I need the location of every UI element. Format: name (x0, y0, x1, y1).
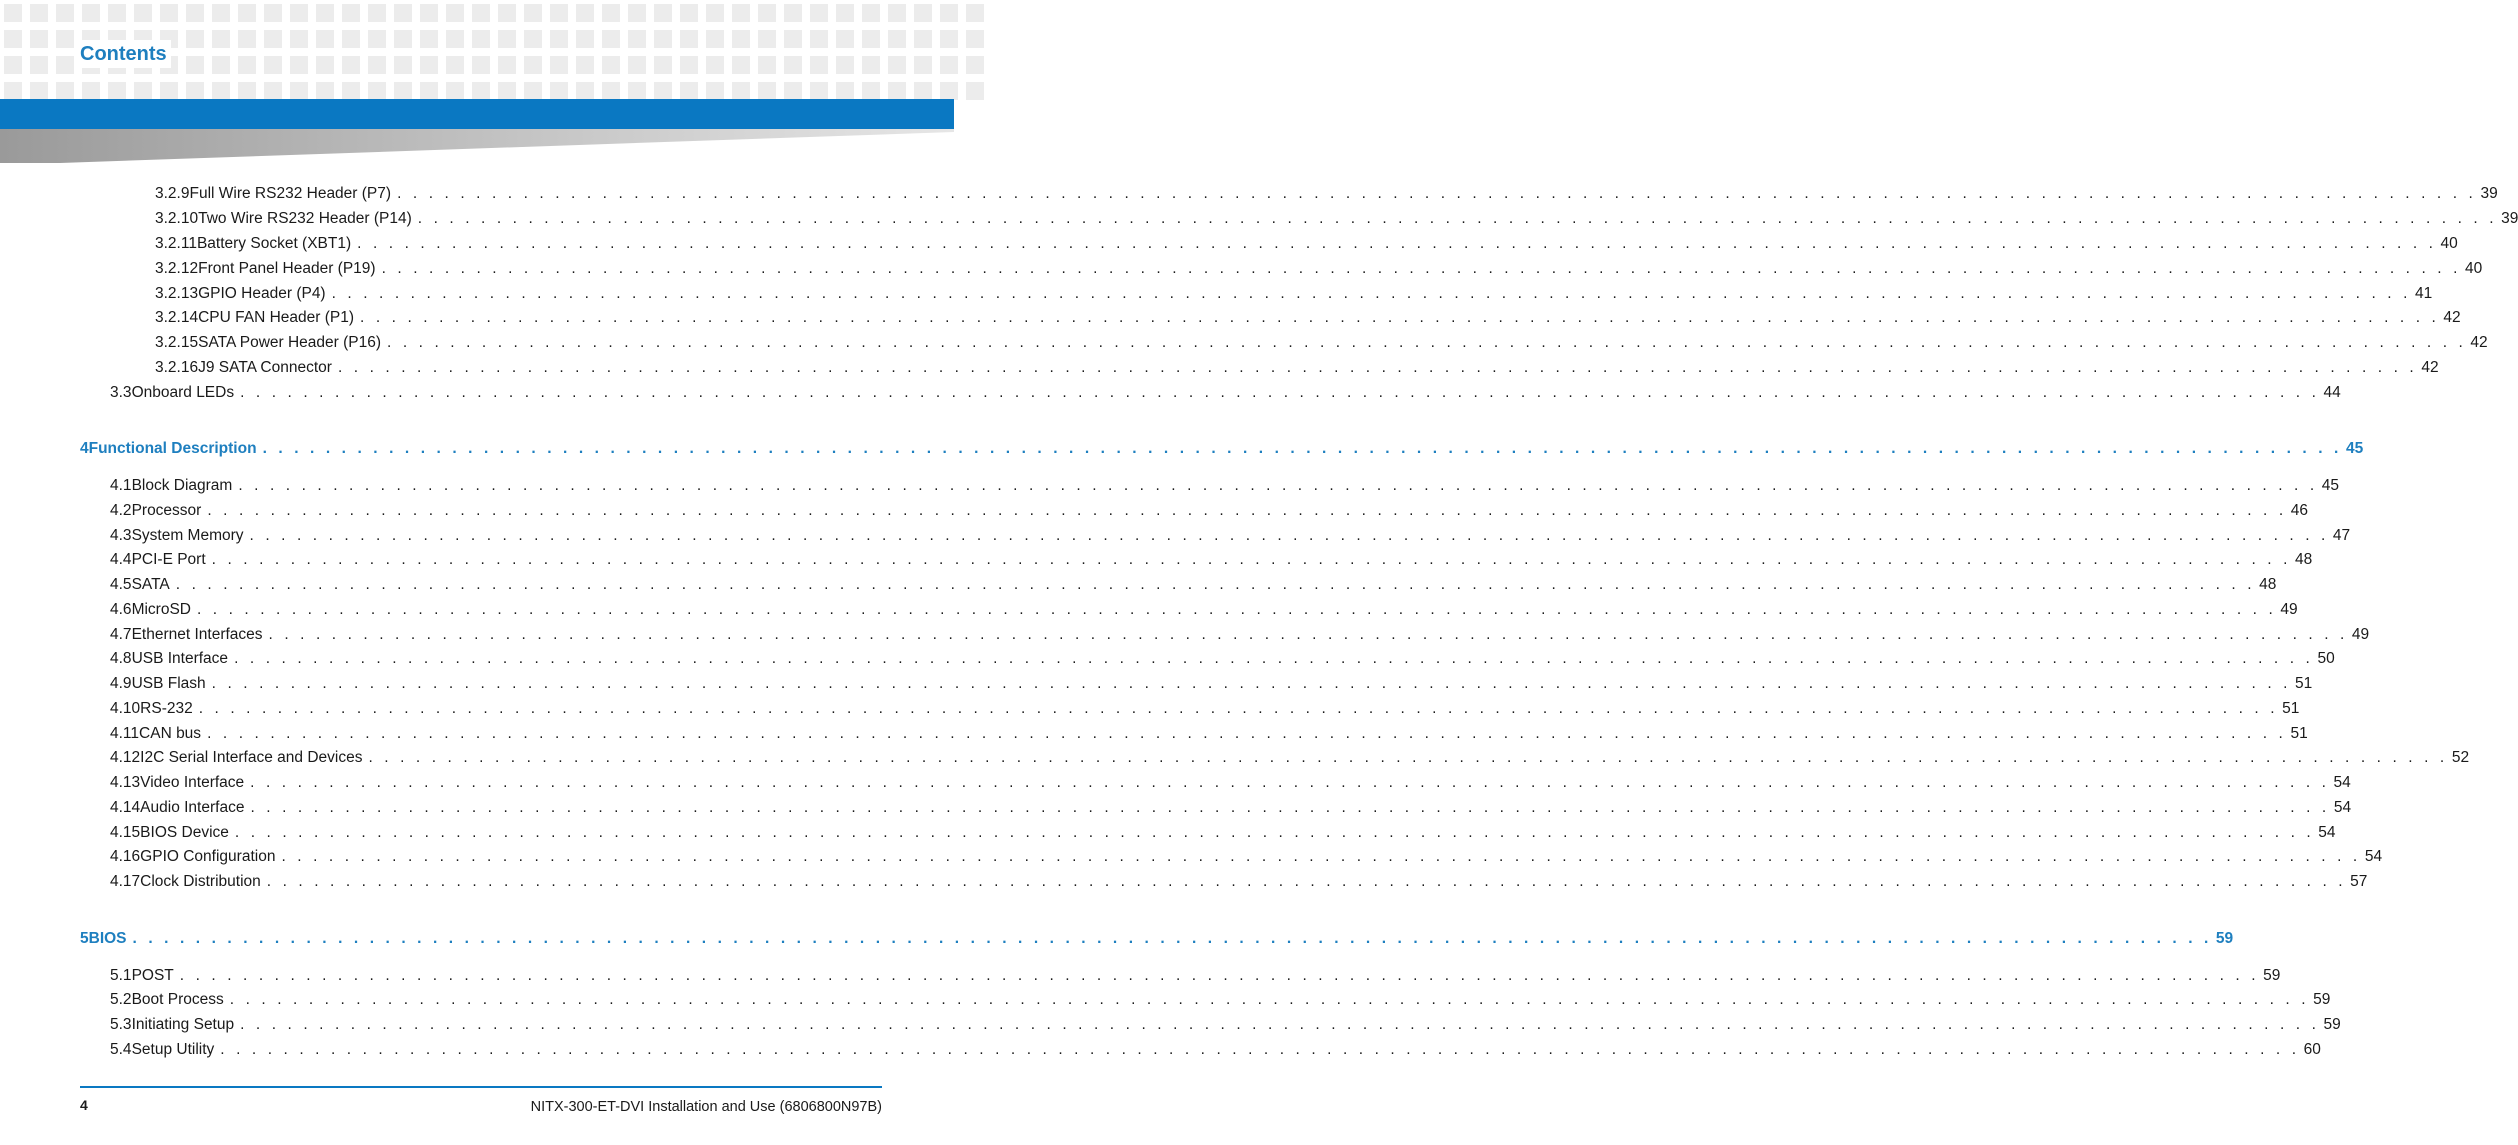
toc-entry-number: 4.10 (110, 700, 141, 717)
toc-entry-number: 4.12 (110, 749, 141, 766)
toc-dot-leader: . . . . . . . . . . . . . . . . . . . . . . . . . . . . . . . . . . . . . . . . . . . . . . . . . . . . . . . . . . . . . . . . . . . . . . . . . . . . . . . . . . . . . . . . . . . . . . . . . . . . . . . . . . . . . . . . . . . . . . . . . . . . . . . . . . . . (397, 185, 2477, 202)
toc-entry[interactable] (155, 306, 2461, 330)
toc-chapter-entry[interactable] (80, 437, 2364, 461)
toc-entry-title: I2C Serial Interface and Devices (140, 749, 363, 766)
toc-entry-title: System Memory (131, 527, 244, 544)
toc-entry-page: 54 (2333, 799, 2352, 816)
toc-entry-page: 42 (2470, 334, 2488, 351)
toc-dot-leader: . . . . . . . . . . . . . . . . . . . . . . . . . . . . . . . . . . . . . . . . . . . . . . . . . . . . . . . . . . . . . . . . . . . . . . . . . . . . . . . . . . . . . . . . . . . . . . . . . . . . . . . . . . . . . . . . . . . . . . . . . . . . . . . . . . . . (175, 576, 2256, 593)
toc-entry[interactable] (110, 697, 2300, 721)
toc-entry-title: Processor (131, 502, 202, 519)
toc-entry-number: 4.11 (110, 725, 140, 742)
toc-entry-page: 48 (2295, 551, 2313, 568)
toc-dot-leader: . . . . . . . . . . . . . . . . . . . . . . . . . . . . . . . . . . . . . . . . . . . . . . . . . . . . . . . . . . . . . . . . . . . . . . . . . . . . . . . . . . . . . . . . . . . . . . . . . . . . . . . . . . . . . . . . . . . . . . . . . . . . . . . . . . . . (250, 799, 2330, 816)
toc-entry-page: 39 (2480, 185, 2498, 202)
toc-entry[interactable] (110, 845, 2383, 869)
toc-entry-title: CPU FAN Header (P1) (198, 309, 355, 326)
toc-entry-title: Boot Process (131, 991, 224, 1008)
toc-dot-leader: . . . . . . . . . . . . . . . . . . . . . . . . . . . . . . . . . . . . . . . . . . . . . . . . . . . . . . . . . . . . . . . . . . . . . . . . . . . . . . . . . . . . . . . . . . . . . . . . . . . . . . . . . . . . . . . . . . . . . . . . . . . . . . . . . . . . (381, 260, 2461, 277)
toc-entry-number: 4.4 (110, 551, 132, 568)
page-title: Contents (80, 40, 171, 68)
toc-entry-page: 49 (2351, 626, 2370, 643)
toc-dot-leader: . . . . . . . . . . . . . . . . . . . . . . . . . . . . . . . . . . . . . . . . . . . . . . . . . . . . . . . . . . . . . . . . . . . . . . . . . . . . . . . . . . . . . . . . . . . . . . . . . . . . . . . . . . . . . . . . . . . . . . . . . . . . . . . . . . . . (331, 285, 2411, 302)
toc-entry[interactable] (110, 524, 2351, 548)
toc-dot-leader: . . . . . . . . . . . . . . . . . . . . . . . . . . . . . . . . . . . . . . . . . . . . . . . . . . . . . . . . . . . . . . . . . . . . . . . . . . . . . . . . . . . . . . . . . . . . . . . . . . . . . . . . . . . . . . . . . . . . . . . . . . . . . . . . . . . . (337, 359, 2418, 376)
toc-entry[interactable] (110, 722, 2308, 746)
toc-entry-number: 5.1 (110, 967, 132, 984)
toc-entry-page: 60 (2303, 1041, 2321, 1058)
toc-entry-number: 4.9 (110, 675, 132, 692)
header-gray-wedge (0, 129, 954, 163)
toc-entry[interactable] (110, 771, 2351, 795)
toc-chapter-entry[interactable] (80, 927, 2234, 951)
toc-entry[interactable] (110, 1038, 2321, 1062)
toc-entry-number: 5.3 (110, 1016, 132, 1033)
toc-entry[interactable] (155, 182, 2498, 206)
toc-entry-number: 4.7 (110, 626, 132, 643)
toc-entry[interactable] (110, 1013, 2341, 1037)
toc-entry-title: SATA Power Header (P16) (198, 334, 382, 351)
toc-entry-page: 50 (2317, 650, 2335, 667)
toc-entry-title: Onboard LEDs (131, 384, 235, 401)
toc-entry[interactable] (110, 548, 2313, 572)
toc-entry[interactable] (155, 232, 2458, 256)
toc-entry-number: 4.17 (110, 873, 141, 890)
toc-dot-leader: . . . . . . . . . . . . . . . . . . . . . . . . . . . . . . . . . . . . . . . . . . . . . . . . . . . . . . . . . . . . . . . . . . . . . . . . . . . . . . . . . . . . . . . . . . . . . . . . . . . . . . . . . . . . . . . . . . . . . . . . . . . . . . . . . . . . (207, 502, 2287, 519)
toc-entry-number: 5 (80, 930, 89, 947)
toc-entry-title: CAN bus (139, 725, 202, 742)
footer-document-title: NITX-300-ET-DVI Installation and Use (6806800N97B) (530, 1099, 882, 1115)
toc-entry-page: 40 (2440, 235, 2458, 252)
toc-dot-leader: . . . . . . . . . . . . . . . . . . . . . . . . . . . . . . . . . . . . . . . . . . . . . . . . . . . . . . . . . . . . . . . . . . . . . . . . . . . . . . . . . . . . . . . . . . . . . . . . . . . . . . . . . . . . . . . . . . . . . . . . . . . . . . . . . . . . (357, 235, 2437, 252)
toc-entry-title: Video Interface (140, 774, 245, 791)
toc-entry[interactable] (110, 796, 2352, 820)
toc-entry-number: 4.16 (110, 848, 141, 865)
toc-dot-leader: . . . . . . . . . . . . . . . . . . . . . . . . . . . . . . . . . . . . . . . . . . . . . . . . . . . . . . . . . . . . . . . . . . . . . . . . . . . . . . . . . . . . . . . . . . . . . . . . . . . . . . . . . . . . . . . . . . . . . . . . . . . . . . . . . . . . (211, 675, 2292, 692)
toc-entry-page: 49 (2280, 601, 2298, 618)
toc-dot-leader: . . . . . . . . . . . . . . . . . . . . . . . . . . . . . . . . . . . . . . . . . . . . . . . . . . . . . . . . . . . . . . . . . . . . . . . . . . . . . . . . . . . . . . . . . . . . . . . . . . . . . . . . . . . . . . . . . . . . . . . . . . . . . . . . . . . . (417, 210, 2498, 227)
toc-entry-title: GPIO Header (P4) (198, 285, 326, 302)
toc-entry-number: 3.2.15 (155, 334, 199, 351)
toc-entry-page: 45 (2345, 440, 2364, 457)
toc-entry-title: POST (131, 967, 174, 984)
toc-entry-page: 59 (2313, 991, 2331, 1008)
toc-dot-leader: . . . . . . . . . . . . . . . . . . . . . . . . . . . . . . . . . . . . . . . . . . . . . . . . . . . . . . . . . . . . . . . . . . . . . . . . . . . . . . . . . . . . . . . . . . . . . . . . . . . . . . . . . . . . . . . . . . . . . . . . . . . . . . . . . . . . (250, 774, 2330, 791)
toc-entry-number: 4.15 (110, 824, 141, 841)
toc-entry-title: Two Wire RS232 Header (P14) (198, 210, 412, 227)
toc-entry-number: 4 (80, 440, 89, 457)
toc-dot-leader: . . . . . . . . . . . . . . . . . . . . . . . . . . . . . . . . . . . . . . . . . . . . . . . . . . . . . . . . . . . . . . . . . . . . . . . . . . . . . . . . . . . . . . . . . . . . . . . . . . . . . . . . . . . . . . . . . . . . . . . . . . . . . . . . . . . . (234, 824, 2315, 841)
toc-dot-leader: . . . . . . . . . . . . . . . . . . . . . . . . . . . . . . . . . . . . . . . . . . . . . . . . . . . . . . . . . . . . . . . . . . . . . . . . . . . . . . . . . . . . . . . . . . . . . . . . . . . . . . . . . . . . . . . . . . . . . . . . . . . . . . . . . . . . (262, 440, 2342, 457)
toc-entry-page: 51 (2290, 725, 2308, 742)
toc-entry[interactable] (110, 672, 2313, 696)
toc-entry-title: Battery Socket (XBT1) (196, 235, 352, 252)
toc-dot-leader: . . . . . . . . . . . . . . . . . . . . . . . . . . . . . . . . . . . . . . . . . . . . . . . . . . . . . . . . . . . . . . . . . . . . . . . . . . . . . . . . . . . . . . . . . . . . . . . . . . . . . . . . . . . . . . . . . . . . . . . . . . . . . . . . . . . . (207, 725, 2287, 742)
toc-entry[interactable] (110, 746, 2470, 770)
toc-dot-leader: . . . . . . . . . . . . . . . . . . . . . . . . . . . . . . . . . . . . . . . . . . . . . . . . . . . . . . . . . . . . . . . . . . . . . . . . . . . . . . . . . . . . . . . . . . . . . . . . . . . . . . . . . . . . . . . . . . . . . . . . . . . . . . . . . . . . (368, 749, 2448, 766)
toc-entry-page: 46 (2290, 502, 2308, 519)
toc-entry-number: 4.8 (110, 650, 132, 667)
toc-entry-number: 5.2 (110, 991, 132, 1008)
toc-entry[interactable] (110, 598, 2298, 622)
toc-entry-number: 3.3 (110, 384, 132, 401)
toc-dot-leader: . . . . . . . . . . . . . . . . . . . . . . . . . . . . . . . . . . . . . . . . . . . . . . . . . . . . . . . . . . . . . . . . . . . . . . . . . . . . . . . . . . . . . . . . . . . . . . . . . . . . . . . . . . . . . . . . . . . . . . . . . . . . . . . . . . . . (240, 1016, 2320, 1033)
toc-entry-title: PCI-E Port (131, 551, 206, 568)
toc-dot-leader: . . . . . . . . . . . . . . . . . . . . . . . . . . . . . . . . . . . . . . . . . . . . . . . . . . . . . . . . . . . . . . . . . . . . . . . . . . . . . . . . . . . . . . . . . . . . . . . . . . . . . . . . . . . . . . . . . . . . . . . . . . . . . . . . . . . . (266, 873, 2347, 890)
toc-entry-title: RS-232 (140, 700, 193, 717)
toc-entry[interactable] (155, 282, 2433, 306)
toc-entry[interactable] (110, 474, 2339, 498)
toc-entry-number: 5.4 (110, 1041, 132, 1058)
toc-dot-leader: . . . . . . . . . . . . . . . . . . . . . . . . . . . . . . . . . . . . . . . . . . . . . . . . . . . . . . . . . . . . . . . . . . . . . . . . . . . . . . . . . . . . . . . . . . . . . . . . . . . . . . . . . . . . . . . . . . . . . . . . . . . . . . . . . . . . (249, 527, 2329, 544)
toc-entry-title: Audio Interface (140, 799, 245, 816)
footer-page-number: 4 (80, 1097, 88, 1113)
header-blue-band (0, 99, 954, 129)
toc-entry-title: Setup Utility (131, 1041, 215, 1058)
toc-dot-leader: . . . . . . . . . . . . . . . . . . . . . . . . . . . . . . . . . . . . . . . . . . . . . . . . . . . . . . . . . . . . . . . . . . . . . . . . . . . . . . . . . . . . . . . . . . . . . . . . . . . . . . . . . . . . . . . . . . . . . . . . . . . . . . . . . . . . (240, 384, 2320, 401)
toc-entry[interactable] (155, 356, 2439, 380)
toc-dot-leader: . . . . . . . . . . . . . . . . . . . . . . . . . . . . . . . . . . . . . . . . . . . . . . . . . . . . . . . . . . . . . . . . . . . . . . . . . . . . . . . . . . . . . . . . . . . . . . . . . . . . . . . . . . . . . . . . . . . . . . . . . . . . . . . . . . . . (387, 334, 2467, 351)
toc-entry-page: 52 (2451, 749, 2470, 766)
toc-entry-page: 57 (2350, 873, 2368, 890)
toc-entry-title: Ethernet Interfaces (131, 626, 263, 643)
toc-dot-leader: . . . . . . . . . . . . . . . . . . . . . . . . . . . . . . . . . . . . . . . . . . . . . . . . . . . . . . . . . . . . . . . . . . . . . . . . . . . . . . . . . . . . . . . . . . . . . . . . . . . . . . . . . . . . . . . . . . . . . . . . . . . . . . . . . . . . (198, 700, 2279, 717)
toc-dot-leader: . . . . . . . . . . . . . . . . . . . . . . . . . . . . . . . . . . . . . . . . . . . . . . . . . . . . . . . . . . . . . . . . . . . . . . . . . . . . . . . . . . . . . . . . . . . . . . . . . . . . . . . . . . . . . . . . . . . . . . . . . . . . . . . . . . . . (268, 626, 2348, 643)
toc-entry-number: 3.2.16 (155, 359, 199, 376)
toc-dot-leader: . . . . . . . . . . . . . . . . . . . . . . . . . . . . . . . . . . . . . . . . . . . . . . . . . . . . . . . . . . . . . . . . . . . . . . . . . . . . . . . . . . . . . . . . . . . . . . . . . . . . . . . . . . . . . . . . . . . . . . . . . . . . . . . . . . . . (179, 967, 2260, 984)
toc-entry-page: 59 (2215, 930, 2234, 947)
toc-dot-leader: . . . . . . . . . . . . . . . . . . . . . . . . . . . . . . . . . . . . . . . . . . . . . . . . . . . . . . . . . . . . . . . . . . . . . . . . . . . . . . . . . . . . . . . . . . . . . . . . . . . . . . . . . . . . . . . . . . . . . . . . . . . . . . . . . . . . (196, 601, 2277, 618)
footer-rule (80, 1086, 882, 1088)
toc-entry-number: 3.2.9 (155, 185, 190, 202)
toc-entry-title: SATA (131, 576, 170, 593)
toc-dot-leader: . . . . . . . . . . . . . . . . . . . . . . . . . . . . . . . . . . . . . . . . . . . . . . . . . . . . . . . . . . . . . . . . . . . . . . . . . . . . . . . . . . . . . . . . . . . . . . . . . . . . . . . . . . . . . . . . . . . . . . . . . . . . . . . . . . . . (220, 1041, 2300, 1058)
toc-entry-number: 3.2.11 (155, 235, 197, 252)
toc-entry-page: 42 (2421, 359, 2439, 376)
toc-dot-leader: . . . . . . . . . . . . . . . . . . . . . . . . . . . . . . . . . . . . . . . . . . . . . . . . . . . . . . . . . . . . . . . . . . . . . . . . . . . . . . . . . . . . . . . . . . . . . . . . . . . . . . . . . . . . . . . . . . . . . . . . . . . . . . . . . . . . (360, 309, 2440, 326)
toc-entry-number: 4.2 (110, 502, 132, 519)
toc-entry-title: BIOS (88, 930, 127, 947)
toc-entry-page: 45 (2321, 477, 2339, 494)
toc-dot-leader: . . . . . . . . . . . . . . . . . . . . . . . . . . . . . . . . . . . . . . . . . . . . . . . . . . . . . . . . . . . . . . . . . . . . . . . . . . . . . . . . . . . . . . . . . . . . . . . . . . . . . . . . . . . . . . . . . . . . . . . . . . . . . . . . . . . . (238, 477, 2318, 494)
toc-entry-number: 4.1 (110, 477, 132, 494)
toc-entry-number: 3.2.14 (155, 309, 199, 326)
toc-entry-page: 51 (2282, 700, 2300, 717)
toc-dot-leader: . . . . . . . . . . . . . . . . . . . . . . . . . . . . . . . . . . . . . . . . . . . . . . . . . . . . . . . . . . . . . . . . . . . . . . . . . . . . . . . . . . . . . . . . . . . . . . . . . . . . . . . . . . . . . . . . . . . . . . . . . . . . . . . . . . . . (132, 930, 2212, 947)
toc-entry[interactable] (155, 257, 2483, 281)
toc-entry-page: 48 (2259, 576, 2277, 593)
toc-dot-leader: . . . . . . . . . . . . . . . . . . . . . . . . . . . . . . . . . . . . . . . . . . . . . . . . . . . . . . . . . . . . . . . . . . . . . . . . . . . . . . . . . . . . . . . . . . . . . . . . . . . . . . . . . . . . . . . . . . . . . . . . . . . . . . . . . . . . (281, 848, 2361, 865)
toc-entry-page: 44 (2323, 384, 2341, 401)
toc-entry-title: J9 SATA Connector (198, 359, 332, 376)
toc-entry-page: 51 (2295, 675, 2313, 692)
toc-entry-page: 59 (2263, 967, 2281, 984)
toc-entry-number: 4.6 (110, 601, 132, 618)
toc-dot-leader: . . . . . . . . . . . . . . . . . . . . . . . . . . . . . . . . . . . . . . . . . . . . . . . . . . . . . . . . . . . . . . . . . . . . . . . . . . . . . . . . . . . . . . . . . . . . . . . . . . . . . . . . . . . . . . . . . . . . . . . . . . . . . . . . . . . . (229, 991, 2310, 1008)
toc-entry-title: BIOS Device (140, 824, 229, 841)
toc-entry-page: 54 (2318, 824, 2336, 841)
toc-entry-number: 3.2.13 (155, 285, 199, 302)
toc-entry-page: 39 (2501, 210, 2518, 227)
toc-entry-title: USB Interface (131, 650, 229, 667)
toc-entry-title: Full Wire RS232 Header (P7) (189, 185, 392, 202)
toc-entry-title: MicroSD (131, 601, 191, 618)
toc-entry-title: Front Panel Header (P19) (198, 260, 376, 277)
toc-entry[interactable] (110, 647, 2335, 671)
toc-entry-title: Block Diagram (131, 477, 233, 494)
toc-entry-title: Clock Distribution (140, 873, 261, 890)
toc-entry-page: 40 (2464, 260, 2483, 277)
toc-entry[interactable] (155, 207, 2518, 231)
toc-entry-title: Functional Description (88, 440, 257, 457)
toc-dot-leader: . . . . . . . . . . . . . . . . . . . . . . . . . . . . . . . . . . . . . . . . . . . . . . . . . . . . . . . . . . . . . . . . . . . . . . . . . . . . . . . . . . . . . . . . . . . . . . . . . . . . . . . . . . . . . . . . . . . . . . . . . . . . . . . . . . . . (234, 650, 2314, 667)
toc-entry-title: Initiating Setup (131, 1016, 235, 1033)
toc-entry-number: 3.2.10 (155, 210, 199, 227)
toc-entry[interactable] (110, 964, 2281, 988)
toc-entry-title: GPIO Configuration (140, 848, 276, 865)
toc-entry-page: 59 (2323, 1016, 2341, 1033)
toc-entry-number: 4.3 (110, 527, 132, 544)
toc-entry[interactable] (110, 870, 2368, 894)
toc-entry-page: 54 (2333, 774, 2351, 791)
toc-entry-title: USB Flash (131, 675, 206, 692)
toc-entry[interactable] (155, 331, 2488, 355)
toc-dot-leader: . . . . . . . . . . . . . . . . . . . . . . . . . . . . . . . . . . . . . . . . . . . . . . . . . . . . . . . . . . . . . . . . . . . . . . . . . . . . . . . . . . . . . . . . . . . . . . . . . . . . . . . . . . . . . . . . . . . . . . . . . . . . . . . . . . . . (211, 551, 2292, 568)
toc-entry[interactable] (110, 381, 2341, 405)
toc-entry-number: 4.14 (110, 799, 141, 816)
toc-entry[interactable] (110, 499, 2308, 523)
toc-entry[interactable] (110, 821, 2336, 845)
toc-entry-number: 4.5 (110, 576, 132, 593)
toc-entry-page: 42 (2443, 309, 2461, 326)
toc-entry[interactable] (110, 573, 2277, 597)
toc-entry-number: 4.13 (110, 774, 141, 791)
toc-entry[interactable] (110, 988, 2331, 1012)
toc-entry[interactable] (110, 623, 2370, 647)
toc-entry-page: 54 (2364, 848, 2383, 865)
toc-entry-page: 47 (2332, 527, 2351, 544)
toc-entry-page: 41 (2415, 285, 2433, 302)
toc-entry-number: 3.2.12 (155, 260, 199, 277)
